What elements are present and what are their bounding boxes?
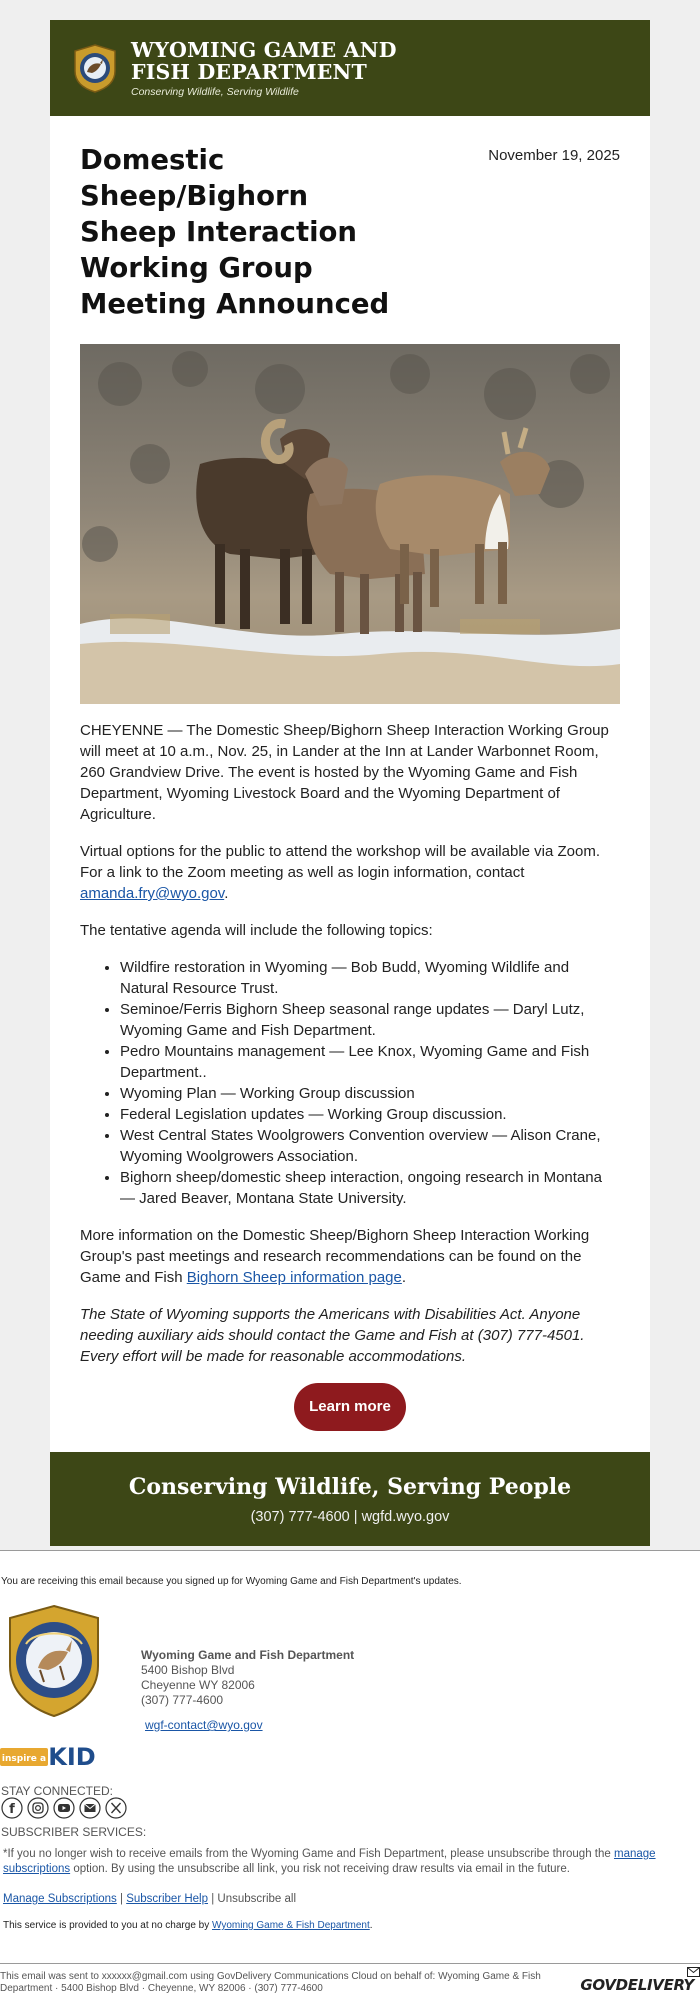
- footer-website[interactable]: wgfd.wyo.gov: [361, 1509, 450, 1525]
- unsubscribe-all-link[interactable]: Unsubscribe all: [217, 1893, 297, 1905]
- email-header: [50, 20, 650, 116]
- list-item: • Wildfire restoration in Wyoming — Bob Budd, Wyoming Wildlife and Natural Resource Trust.: [120, 957, 620, 999]
- subscriber-help-link[interactable]: Subscriber Help: [126, 1893, 209, 1905]
- wgfd-link[interactable]: Wyoming Game & Fish Department: [212, 1920, 370, 1931]
- footer-band: [50, 1452, 650, 1546]
- contact-email-link[interactable]: amanda.fry@wyo.gov: [80, 885, 225, 902]
- list-item: • Seminoe/Ferris Bighorn Sheep seasonal range updates — Daryl Lutz, Wyoming Game and Fish Department.: [120, 999, 620, 1041]
- bighorn-info-link[interactable]: Bighorn Sheep information page: [186, 1269, 402, 1286]
- wgfd-seal-icon: [4, 1604, 104, 1718]
- org-name: Wyoming Game and Fish Department: [141, 1648, 355, 1662]
- list-item: • Wyoming Plan — Working Group discussion: [120, 1083, 620, 1104]
- article-date: November 19, 2025: [488, 147, 620, 164]
- stay-connected-label: STAY CONNECTED:: [1, 1784, 114, 1798]
- article-paragraph-more-info: More information on the Domestic Sheep/Bighorn Sheep Interaction Working Group's past meetings and research recommendations can be found on the Game and Fish Bighorn Sheep information page.: [80, 1227, 590, 1286]
- govdelivery-logo[interactable]: GOVDELIVERY: [580, 1976, 694, 1994]
- receiving-notice: You are receiving this email because you signed up for Wyoming Game and Fish Department's updates.: [1, 1576, 462, 1587]
- ada-statement: The State of Wyoming supports the Americans with Disabilities Act. Anyone needing auxiliary aids should contact the Game and Fish at (307) 777-4501. Every effort will be made for reasonable accommodations.: [80, 1306, 585, 1365]
- email-icon[interactable]: [79, 1797, 101, 1819]
- header-title: WYOMING GAME AND FISH DEPARTMENT: [131, 37, 397, 84]
- subscriber-links: Manage Subscriptions | Subscriber Help | Unsubscribe all: [3, 1893, 297, 1905]
- instagram-icon[interactable]: [27, 1797, 49, 1819]
- svg-text:KID: KID: [48, 1743, 96, 1771]
- agenda-list: [80, 957, 620, 1209]
- bighorn-sheep-photo: [80, 344, 620, 704]
- article-paragraph-intro: CHEYENNE — The Domestic Sheep/Bighorn Sheep Interaction Working Group will meet at 10 a.m., Nov. 25, in Lander at the Inn at Lander Warbonnet Room, 260 Grandview Drive. The event is hosted by the Wyoming Game and Fish Department, Wyoming Livestock Board and the Wyoming Department of Agriculture.: [80, 722, 609, 823]
- svg-text:inspire a: inspire a: [1, 1754, 47, 1764]
- youtube-icon[interactable]: [53, 1797, 75, 1819]
- subscriber-footer: [0, 1550, 700, 2000]
- footer-contact: (307) 777-4600 | wgfd.wyo.gov: [250, 1509, 450, 1525]
- sent-note: This email was sent to xxxxxx@gmail.com using GovDelivery Communications Cloud on behalf of: Wyoming Game & Fish Department · 5400 Bishop Blvd · Cheyenne, WY 82006 · (307) 777-4600: [0, 1971, 541, 1994]
- article-paragraph-agenda-intro: The tentative agenda will include the following topics:: [80, 922, 433, 939]
- list-item: • West Central States Woolgrowers Convention overview — Alison Crane, Wyoming Woolgrowers Association.: [120, 1125, 620, 1167]
- subscriber-services-label: SUBSCRIBER SERVICES:: [1, 1825, 147, 1839]
- header-tagline: Conserving Wildlife, Serving Wildlife: [131, 85, 299, 98]
- article-body: [50, 116, 650, 1452]
- svg-text:f: f: [9, 1802, 15, 1817]
- inspire-a-kid-logo[interactable]: [0, 1738, 100, 1772]
- page-title: Domestic Sheep/Bighorn Sheep Interaction Working Group Meeting Announced: [80, 144, 390, 320]
- footer-slogan: Conserving Wildlife, Serving People: [128, 1474, 572, 1500]
- list-item: • Federal Legislation updates — Working Group discussion.: [120, 1104, 620, 1125]
- wgfd-seal-icon: [70, 43, 120, 93]
- divider: [0, 1963, 700, 1964]
- learn-more-button[interactable]: Learn more: [294, 1383, 406, 1431]
- org-email-link[interactable]: wgf-contact@wyo.gov: [145, 1718, 263, 1732]
- service-provided-note: This service is provided to you at no charge by Wyoming Game & Fish Department.: [3, 1920, 373, 1931]
- article-paragraph-zoom: Virtual options for the public to attend the workshop will be available via Zoom. For a link to the Zoom meeting as well as login information, contact amanda.fry@wyo.gov.: [80, 843, 601, 902]
- list-item: • Pedro Mountains management — Lee Knox, Wyoming Game and Fish Department..: [120, 1041, 620, 1083]
- unsubscribe-note: *If you no longer wish to receive emails from the Wyoming Game and Fish Department, please unsubscribe through the manage subscriptions option. By using the unsubscribe all link, you risk not receiving draw results via email in the future.: [3, 1848, 656, 1875]
- social-links: [1, 1797, 127, 1819]
- email-card: [50, 20, 650, 1546]
- x-icon[interactable]: [105, 1797, 127, 1819]
- manage-subscriptions-inline-link[interactable]: manage subscriptions: [3, 1848, 656, 1875]
- org-address-block: Wyoming Game and Fish Department 5400 Bishop Blvd Cheyenne WY 82006 (307) 777-4600 wgf-contact@wyo.gov: [141, 1648, 355, 1732]
- facebook-icon[interactable]: [1, 1797, 23, 1819]
- list-item: • Bighorn sheep/domestic sheep interaction, ongoing research in Montana — Jared Beaver, Montana State University.: [120, 1167, 620, 1209]
- manage-subscriptions-link[interactable]: Manage Subscriptions: [3, 1893, 117, 1905]
